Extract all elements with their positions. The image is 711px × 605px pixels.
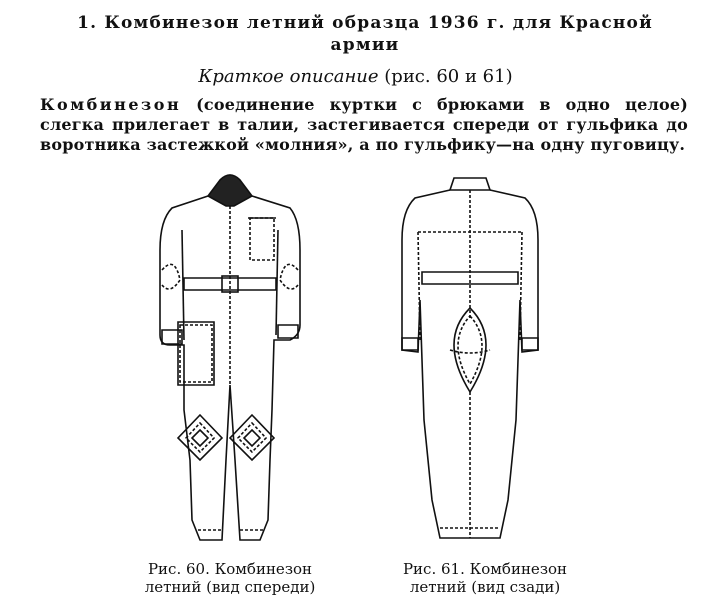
section-heading: 1. Комбинезон летний образца 1936 г. для Красной армии (77, 13, 653, 55)
figure-caption-front (110, 560, 350, 596)
figure-caption-back (365, 560, 605, 596)
description-paragraph (40, 95, 688, 155)
subheading-italic: Краткое описание (198, 66, 379, 87)
overalls-back-illustration (380, 160, 560, 550)
caption-line: Рис. 61. Комбинезон (402, 560, 568, 578)
subheading-reference: (рис. 60 и 61) (378, 66, 513, 87)
caption-line: летний (вид сзади) (409, 578, 561, 596)
subheading (0, 66, 711, 87)
caption-line: Рис. 60. Комбинезон (147, 560, 313, 578)
paragraph-lead-word: Комбинезон (40, 95, 182, 114)
overalls-front-illustration (140, 160, 320, 550)
paragraph-text: (соединение куртки с брюками в одно целое) слегка прилегает в талии, застегивается спереди от гульфика до воротника застежкой «молния», а по гульфику—на одну пуговицу. (40, 95, 688, 154)
caption-line: летний (вид спереди) (144, 578, 316, 596)
